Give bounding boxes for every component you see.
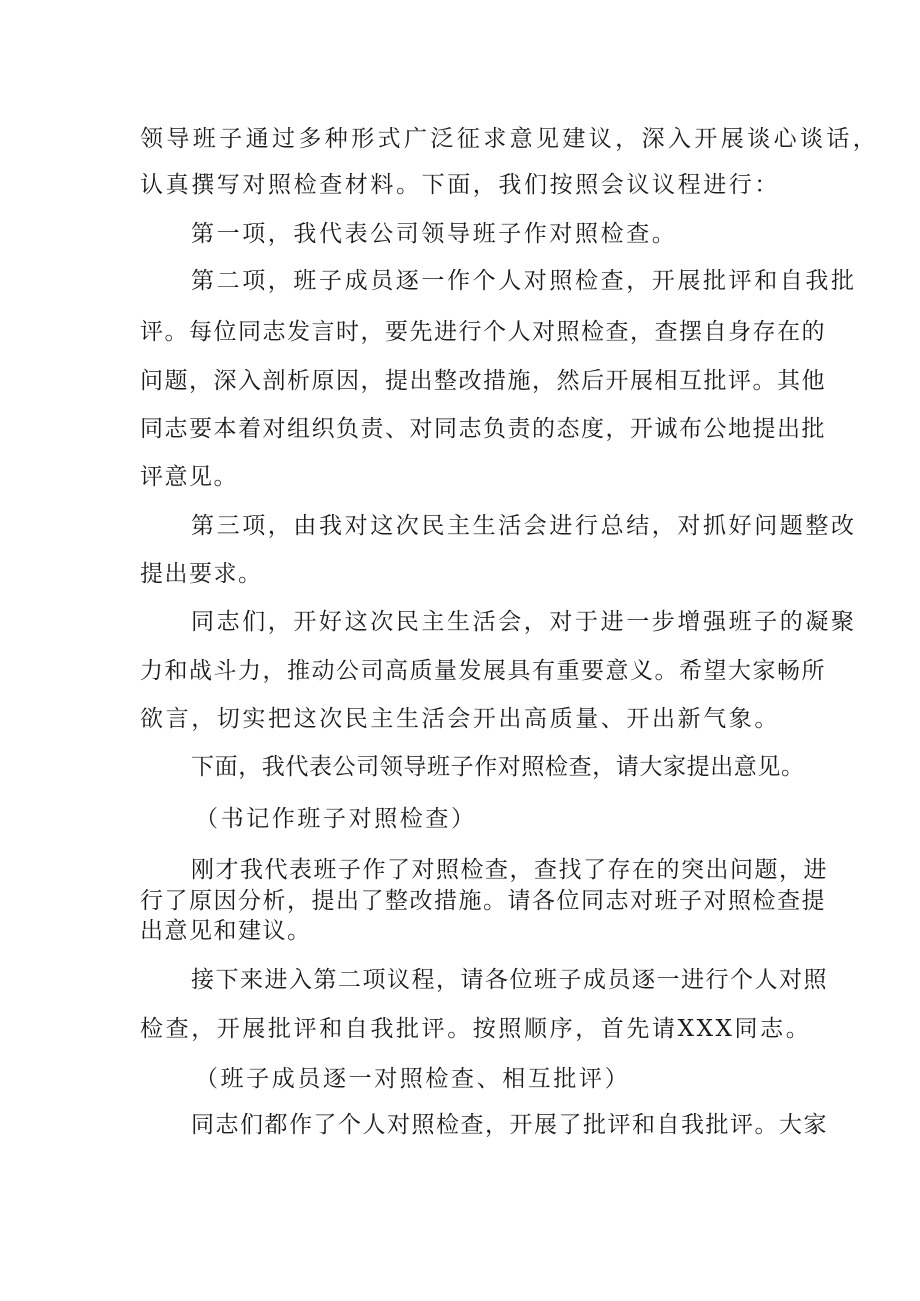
text-line: 提出要求。 bbox=[140, 561, 263, 587]
text-line: 下面，我代表公司领导班子作对照检查，请大家提出意见。 bbox=[191, 754, 805, 780]
text-line: 问题，深入剖析原因，提出整改措施，然后开展相互批评。其他 bbox=[140, 368, 826, 394]
text-line: 领导班子通过多种形式广泛征求意见建议，深入开展谈心谈话， bbox=[140, 126, 880, 152]
text-line: 检查，开展批评和自我批评。按照顺序，首先请XXX同志。 bbox=[140, 1016, 812, 1042]
text-line: 评。每位同志发言时，要先进行个人对照检查，查摆自身存在的 bbox=[140, 319, 826, 345]
text-line: 欲言，切实把这次民主生活会开出高质量、开出新气象。 bbox=[140, 706, 780, 732]
text-line: 第二项，班子成员逐一作个人对照检查，开展批评和自我批 bbox=[191, 268, 857, 294]
text-line: 接下来进入第二项议程，请各位班子成员逐一进行个人对照 bbox=[191, 967, 828, 993]
text-line: 同志要本着对组织负责、对同志负责的态度，开诚布公地提出批 bbox=[140, 416, 826, 442]
text-line: 同志们，开好这次民主生活会，对于进一步增强班子的凝聚 bbox=[191, 609, 857, 635]
text-line: 力和战斗力，推动公司高质量发展具有重要意义。希望大家畅所 bbox=[140, 658, 826, 684]
parenthetical-note: （班子成员逐一对照检查、相互批评） bbox=[195, 1066, 631, 1092]
text-line: 第三项，由我对这次民主生活会进行总结，对抓好问题整改 bbox=[191, 513, 857, 539]
text-line: 同志们都作了个人对照检查，开展了批评和自我批评。大家 bbox=[191, 1112, 828, 1138]
text-line: 出意见和建议。 bbox=[140, 918, 312, 944]
text-line: 行了原因分析，提出了整改措施。请各位同志对班子对照检查提 bbox=[140, 888, 826, 914]
text-line: 认真撰写对照检查材料。下面，我们按照会议议程进行： bbox=[140, 172, 780, 198]
text-line: 第一项，我代表公司领导班子作对照检查。 bbox=[191, 221, 678, 247]
parenthetical-note: （书记作班子对照检查） bbox=[195, 806, 477, 832]
text-line: 刚才我代表班子作了对照检查，查找了存在的突出问题，进 bbox=[191, 857, 828, 883]
text-line: 评意见。 bbox=[140, 464, 238, 490]
